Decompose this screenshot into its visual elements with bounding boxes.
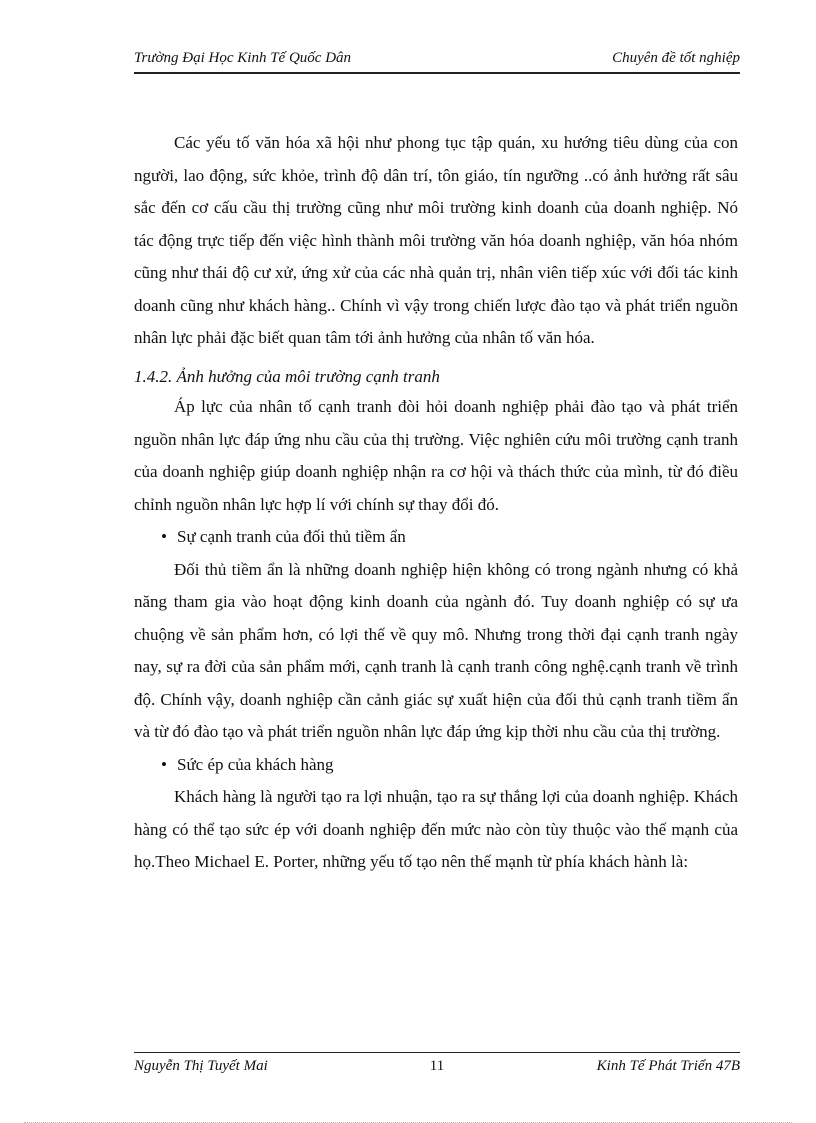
footer-class: Kinh Tế Phát Triển 47B: [596, 1058, 740, 1074]
bullet-potential-competitors: [134, 521, 738, 554]
paragraph-potential-competitors: Đối thủ tiềm ẩn là những doanh nghiệp hiện không có trong ngành nhưng có khả năng tham gia vào hoạt động kinh doanh của ngành đó. Tuy doanh nghiệp có sự ưa chuộng về sản phẩm hơn, có lợi thế về quy mô. Nhưng trong thời đại cạnh tranh ngày nay, sự ra đời của sản phẩm mới, cạnh tranh là cạnh tranh công nghệ.cạnh tranh về trình độ. Chính vậy, doanh nghiệp cần cảnh giác sự xuất hiện của đối thủ cạnh tranh tiềm ẩn và từ đó đào tạo và phát triển nguồn nhân lực đáp ứng kịp thời nhu cầu của thị trường.: [134, 559, 738, 741]
header-university: Trường Đại Học Kinh Tế Quốc Dân: [134, 50, 352, 66]
paragraph-competition: Áp lực của nhân tố cạnh tranh đòi hỏi doanh nghiệp phải đào tạo và phát triển nguồn nhân lực đáp ứng nhu cầu của thị trường. Việc nghiên cứu môi trường cạnh tranh của doanh nghiệp giúp doanh nghiệp nhận ra cơ hội và thách thức của mình, từ đó điều chỉnh nguồn nhân lực hợp lí với chính sự thay đổi đó.: [134, 397, 738, 514]
bullet-icon: •: [161, 527, 167, 546]
page-body: [134, 127, 738, 879]
page-number: 11: [429, 1058, 445, 1074]
page-header: [134, 48, 740, 74]
page-footer: [134, 1052, 740, 1077]
bullet-icon: •: [161, 754, 167, 774]
bullet-customer-pressure: [134, 749, 738, 782]
paragraph-cultural-factors: Các yếu tố văn hóa xã hội như phong tục tập quán, xu hướng tiêu dùng của con người, lao động, sức khỏe, trình độ dân trí, tôn giáo, tín ngưỡng ..có ảnh hưởng rất sâu sắc đến cơ cấu cầu thị trường cũng như môi trường kinh doanh của doanh nghiệp. Nó tác động trực tiếp đến việc hình thành môi trường văn hóa doanh nghiệp, văn hóa nhóm cũng như thái độ cư xử, ứng xử của các nhà quản trị, nhân viên tiếp xúc với đối tác kinh doanh cũng như khách hàng.. Chính vì vậy trong chiến lược đào tạo và phát triển nguồn nhân lực phải đặc biết quan tâm tới ảnh hưởng của nhân tố văn hóa.: [134, 133, 738, 347]
header-document-type: Chuyên đề tốt nghiệp: [612, 50, 740, 66]
bullet-label: Sự cạnh tranh của đối thủ tiềm ẩn: [177, 527, 406, 546]
paragraph-customer-pressure: Khách hàng là người tạo ra lợi nhuận, tạo ra sự thắng lợi của doanh nghiệp. Khách hàng có thể tạo sức ép với doanh nghiệp đến mức nào còn tùy thuộc vào thế mạnh của họ.Theo Michael E. Porter, những yếu tố tạo nên thế mạnh từ phía khách hành là:: [134, 787, 738, 871]
footer-author: Nguyễn Thị Tuyết Mai: [134, 1058, 268, 1074]
section-heading: 1.4.2. Ảnh hưởng của môi trường cạnh tranh: [134, 366, 440, 386]
bullet-label: Sức ép của khách hàng: [177, 754, 334, 774]
